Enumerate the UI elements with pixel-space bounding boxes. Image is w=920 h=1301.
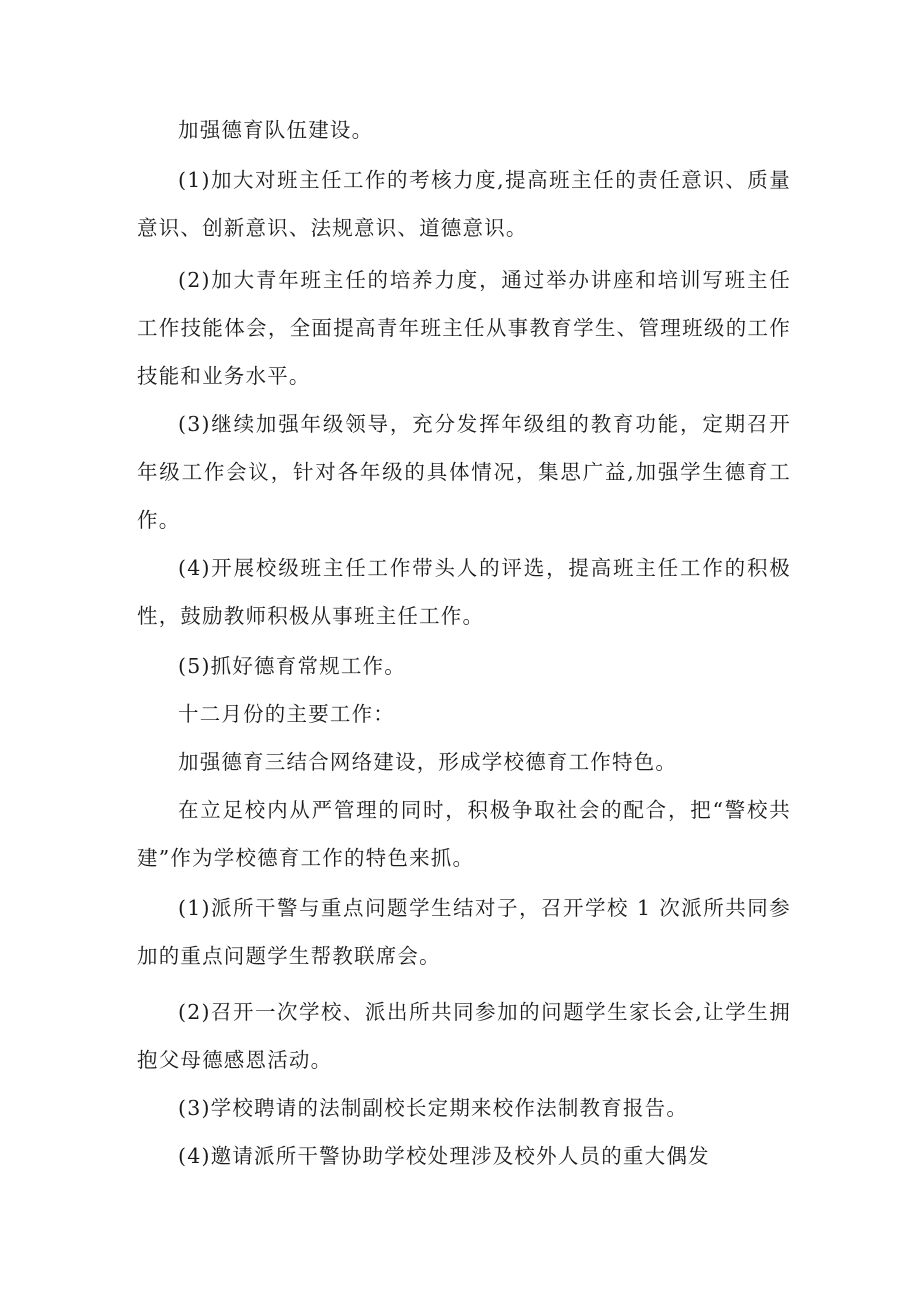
- paragraph: 加强德育三结合网络建设，形成学校德育工作特色。: [178, 750, 678, 774]
- paragraph: (5)抓好德育常规工作。: [178, 654, 406, 678]
- paragraph: (4)开展校级班主任工作带头人的评选，提高班主任工作的积极性，鼓励教师积极从事班主任工作。: [137, 556, 791, 628]
- paragraph: (2)召开一次学校、派出所共同参加的问题学生家长会,让学生拥抱父母德感恩活动。: [137, 1000, 791, 1072]
- paragraph: (1)派所干警与重点问题学生结对子，召开学校 1 次派所共同参加的重点问题学生帮教联席会。: [137, 896, 791, 968]
- paragraph: (1)加大对班主任工作的考核力度,提高班主任的责任意识、质量意识、创新意识、法规意识、道德意识。: [137, 168, 791, 240]
- paragraph: 在立足校内从严管理的同时，积极争取社会的配合，把“警校共建”作为学校德育工作的特色来抓。: [137, 798, 791, 870]
- paragraph: (3)继续加强年级领导，充分发挥年级组的教育功能，定期召开年级工作会议，针对各年级的具体情况，集思广益,加强学生德育工作。: [137, 412, 791, 532]
- paragraph: (2)加大青年班主任的培养力度，通过举办讲座和培训写班主任工作技能体会，全面提高青年班主任从事教育学生、管理班级的工作技能和业务水平。: [137, 268, 791, 388]
- paragraph: (3)学校聘请的法制副校长定期来校作法制教育报告。: [178, 1096, 689, 1120]
- paragraph: 十二月份的主要工作：: [178, 702, 395, 726]
- paragraph: 加强德育队伍建设。: [178, 118, 374, 142]
- paragraph: (4)邀请派所干警协助学校处理涉及校外人员的重大偶发: [178, 1144, 710, 1168]
